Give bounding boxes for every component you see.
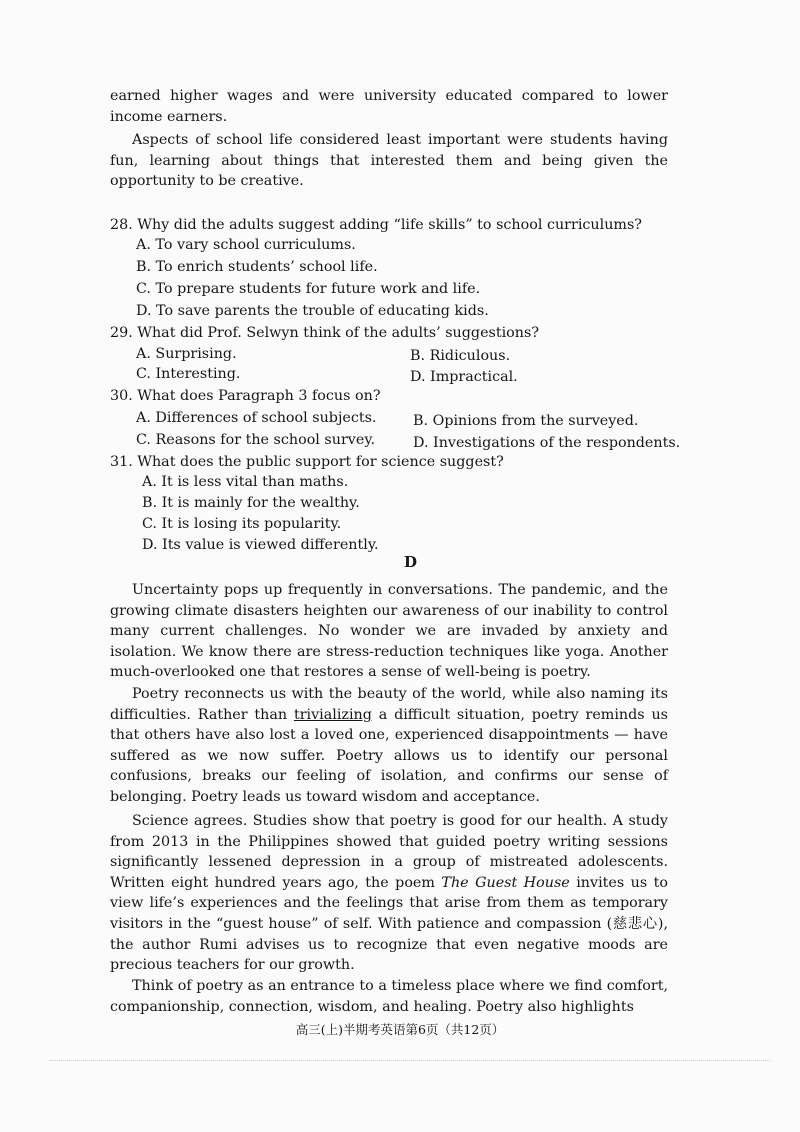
passage-c-paragraph-end: earned higher wages and were university educated compared to lower income earners. <box>110 88 668 125</box>
section-d-paragraph-3 <box>110 811 668 976</box>
poem-title: The Guest House <box>441 874 570 891</box>
scan-artifact-line <box>50 1060 770 1061</box>
question-28-option-b: B. To enrich students’ school life. <box>136 259 378 275</box>
question-30-option-c: C. Reasons for the school survey. <box>136 432 376 448</box>
section-d-heading: D <box>404 553 418 571</box>
paragraph-2-part-1: Poetry reconnects us with the beauty of the world, while also naming its difficulties. Rather than <box>110 686 668 723</box>
question-29-option-b: B. Ridiculous. <box>410 348 511 364</box>
section-d-paragraph-1: Uncertainty pops up frequently in conversations. The pandemic, and the growing climate disasters heighten our awareness of our inability to control many current challenges. No wonder we are invaded by anxiety and isolation. We know there are stress-reduction techniques like yoga. Another much-overlooked one that restores a sense of well-being is poetry. <box>110 582 668 681</box>
question-28-option-c: C. To prepare students for future work and life. <box>136 281 481 297</box>
passage-c-last-paragraph: Aspects of school life considered least important were students having fun, learning about things that interested them and being given the opportunity to be creative. <box>110 132 668 190</box>
question-30-option-d: D. Investigations of the respondents. <box>413 435 681 451</box>
question-28-option-a: A. To vary school curriculums. <box>136 237 356 253</box>
underlined-word-trivializing: trivializing <box>293 706 372 723</box>
paragraph-3-part-2: invites us to view life’s experiences and the feelings that arise from them as temporary visitors in the “guest house” of self. With patience and compassion (慈悲心), the author Rumi advises us to recognize that even negative moods are precious teachers for our growth. <box>110 874 669 974</box>
section-d-paragraph-2 <box>110 684 668 808</box>
question-31-option-d: D. Its value is viewed differently. <box>142 537 379 553</box>
question-31-option-b: B. It is mainly for the wealthy. <box>142 495 360 511</box>
question-29-option-c: C. Interesting. <box>136 366 241 382</box>
question-31-option-c: C. It is losing its popularity. <box>142 516 342 532</box>
question-31-stem: 31. What does the public support for science suggest? <box>110 454 504 470</box>
paragraph-2-part-2: a difficult situation, poetry reminds us that others have also lost a loved one, experienced disappointments — have suffered as we now suffer. Poetry allows us to identify our personal confusions, breaks our feeling of isolation, and confirms our sense of belonging. Poetry leads us toward wisdom and acceptance. <box>110 706 668 805</box>
question-28-option-d: D. To save parents the trouble of educating kids. <box>136 303 489 319</box>
section-d-paragraph-4: Think of poetry as an entrance to a timeless place where we find comfort, companionship, connection, wisdom, and healing. Poetry also highlights <box>110 978 668 1015</box>
question-30-stem: 30. What does Paragraph 3 focus on? <box>110 388 381 404</box>
question-30-option-a: A. Differences of school subjects. <box>136 410 377 426</box>
page-footer: 高三(上)半期考英语第6页（共12页） <box>295 1022 505 1037</box>
question-29-stem: 29. What did Prof. Selwyn think of the adults’ suggestions? <box>110 325 539 341</box>
paragraph-3-part-1: Science agrees. Studies show that poetry is good for our health. A study from 2013 in the Philippines showed that guided poetry writing sessions significantly lessened depression in a group of mistreated adolescents. Written eight hundred years ago, the poem <box>110 813 668 891</box>
question-31-option-a: A. It is less vital than maths. <box>142 474 349 490</box>
question-28-stem: 28. Why did the adults suggest adding “life skills” to school curriculums? <box>110 217 642 233</box>
question-29-option-d: D. Impractical. <box>410 369 518 385</box>
question-30-option-b: B. Opinions from the surveyed. <box>413 413 639 429</box>
question-29-option-a: A. Surprising. <box>136 346 237 362</box>
